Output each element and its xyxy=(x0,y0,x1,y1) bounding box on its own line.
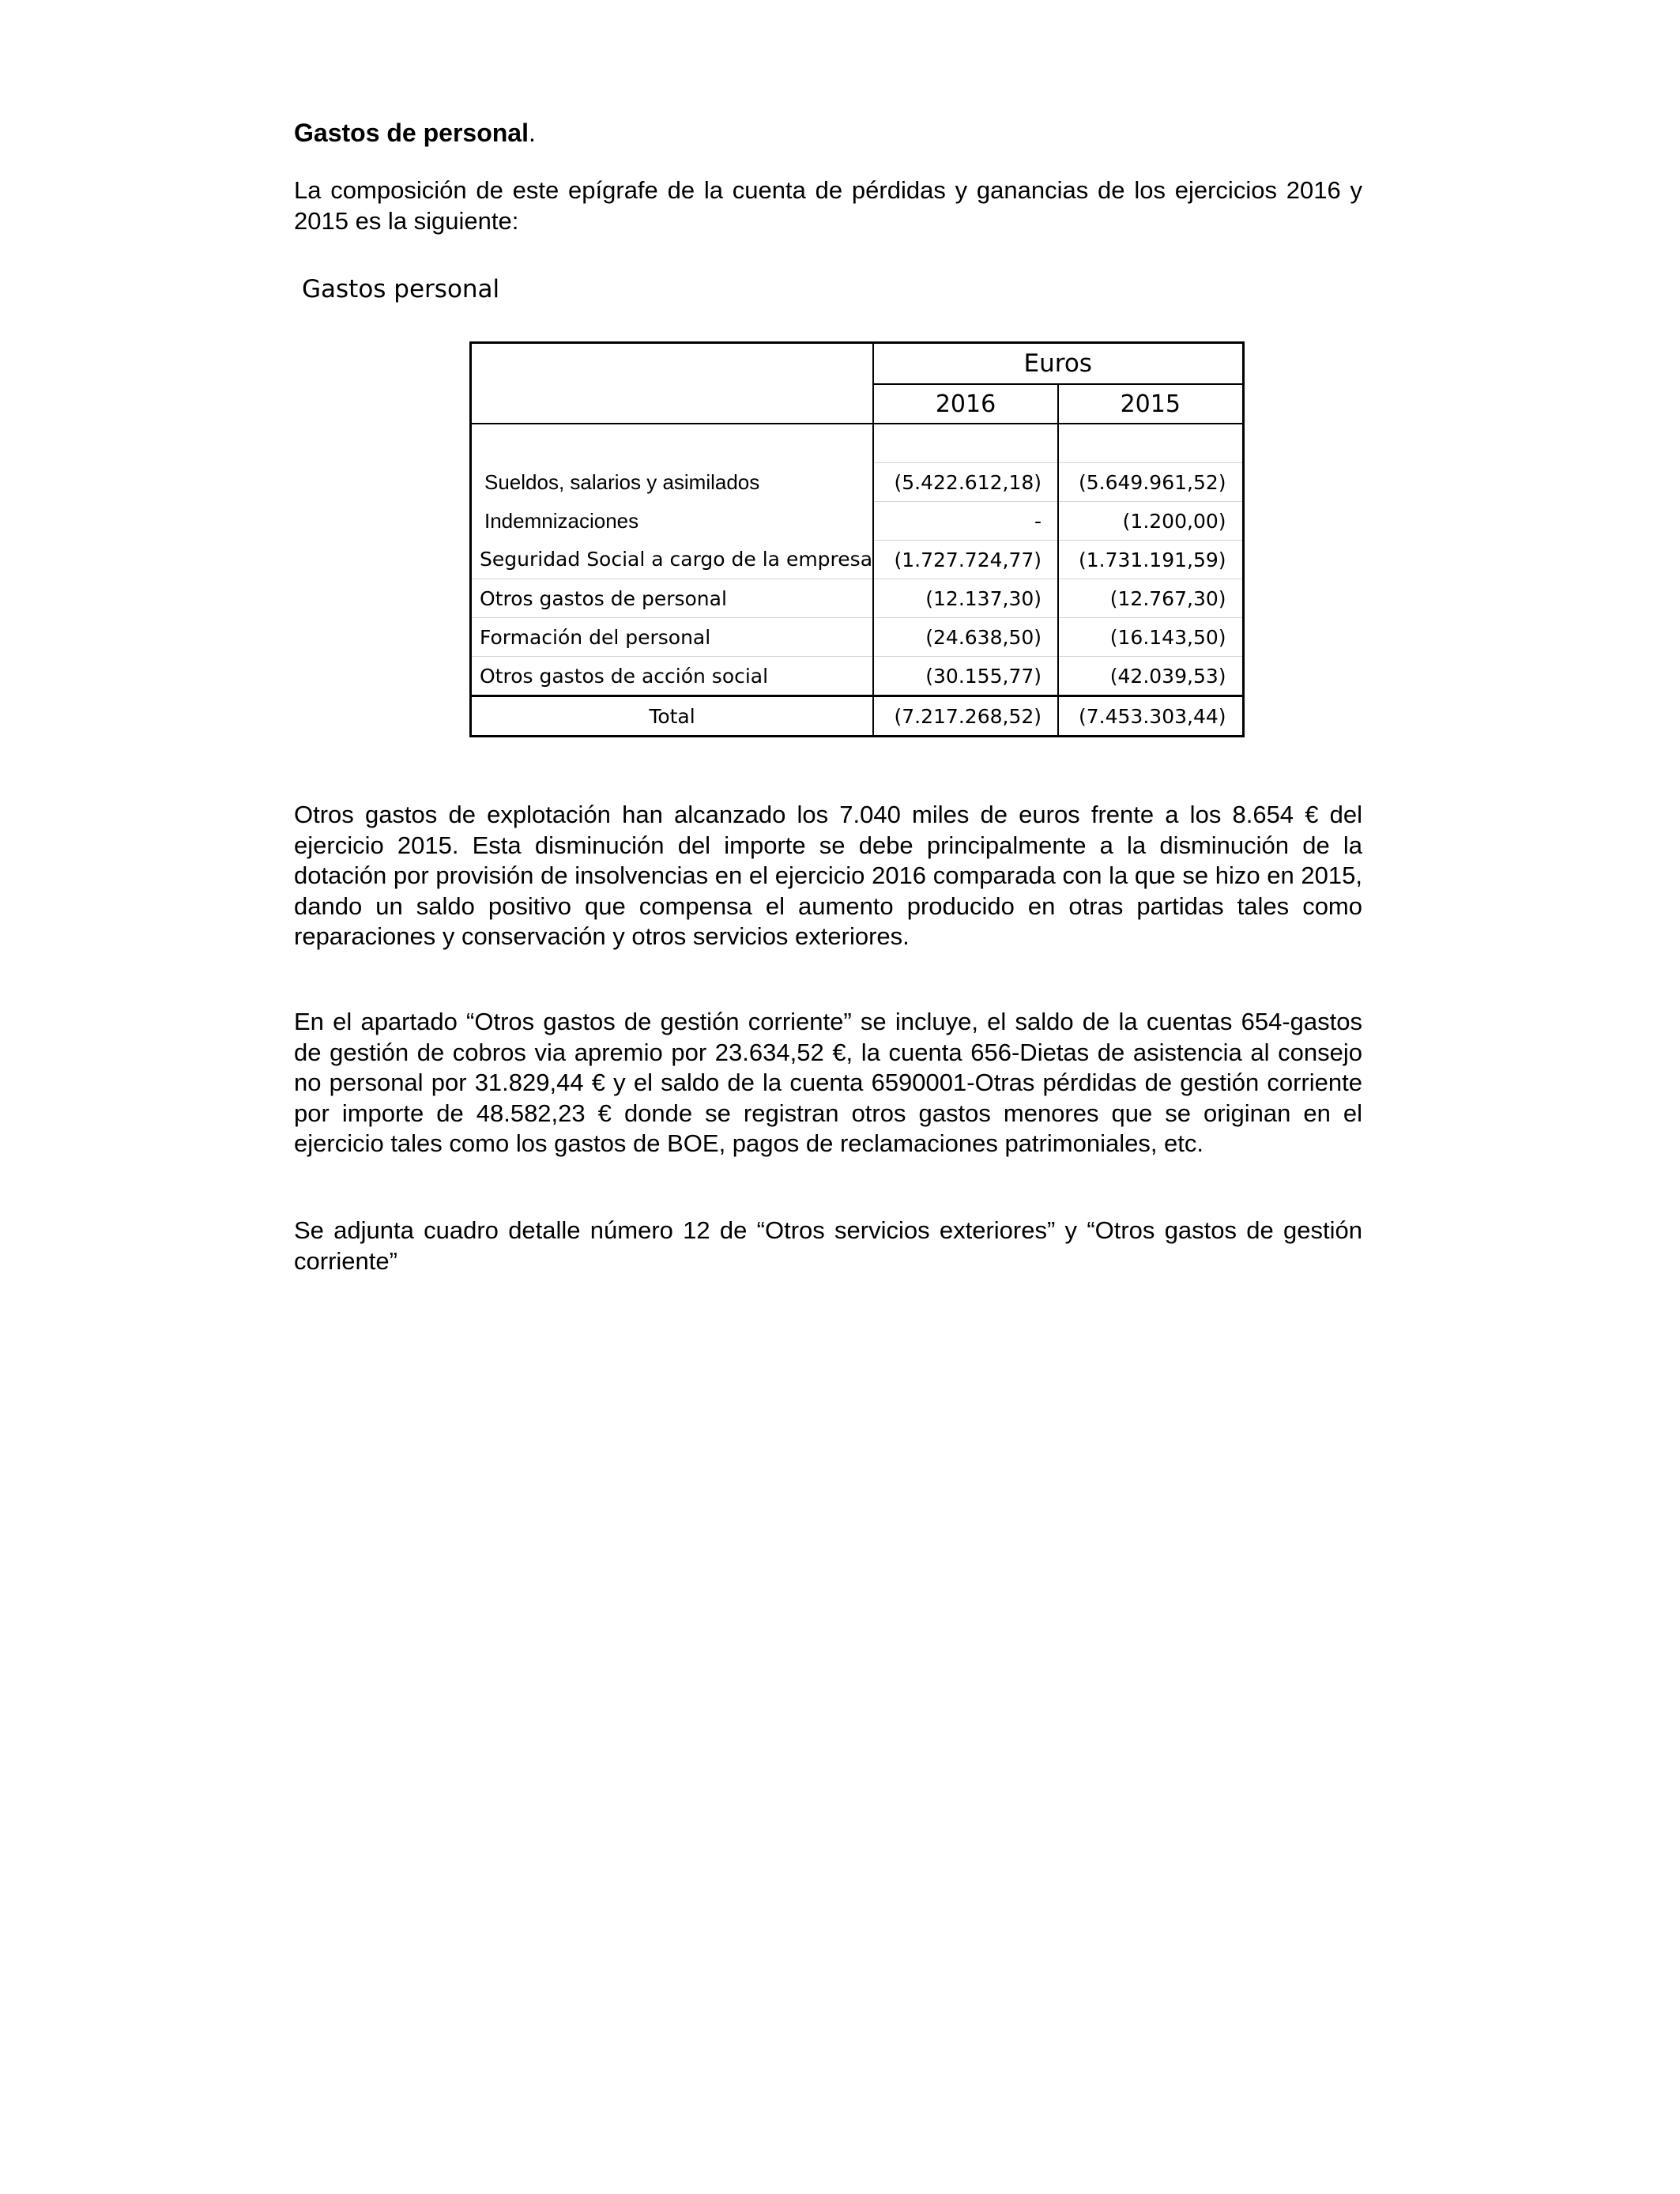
header-blank-cell xyxy=(471,343,874,424)
row-label: Seguridad Social a cargo de la empresa xyxy=(471,541,874,579)
row-value-2016: (1.727.724,77) xyxy=(873,541,1058,579)
personnel-expenses-table xyxy=(469,341,1245,737)
row-value-2016: (12.137,30) xyxy=(873,579,1058,618)
total-value-2016: (7.217.268,52) xyxy=(873,696,1058,737)
table-row xyxy=(471,541,1244,579)
table-title: Gastos personal xyxy=(302,275,500,303)
row-value-2015: (5.649.961,52) xyxy=(1058,463,1243,502)
row-value-2016: (30.155,77) xyxy=(873,657,1058,696)
table-header-row-currency xyxy=(471,343,1244,385)
gestion-corriente-paragraph: En el apartado “Otros gastos de gestión corriente” se incluye, el saldo de la cuentas 654-gastos de gestión de cobros via apremio por 23.634,52 €, la cuenta 656-Dietas de asistencia al consejo no personal por 31.829,44 € y el saldo de la cuenta 6590001-Otras pérdidas de gestión corriente por importe de 48.582,23 € donde se registran otros gastos menores que se originan en el ejercicio tales como los gastos de BOE, pagos de reclamaciones patrimoniales, etc. xyxy=(294,1008,1362,1157)
spacer-cell xyxy=(471,424,874,463)
row-label: Otros gastos de personal xyxy=(471,579,874,618)
row-value-2015: (16.143,50) xyxy=(1058,618,1243,657)
table-row xyxy=(471,463,1244,502)
year-header-2015: 2015 xyxy=(1058,384,1243,424)
row-value-2015: (1.731.191,59) xyxy=(1058,541,1243,579)
row-label: Sueldos, salarios y asimilados xyxy=(471,463,874,502)
table-total-row xyxy=(471,696,1244,737)
explotacion-paragraph: Otros gastos de explotación han alcanzado los 7.040 miles de euros frente a los 8.654 € del ejercicio 2015. Esta disminución del importe se debe principalmente a la disminución de la dotación por provisión de insolvencias en el ejercicio 2016 comparada con la que se hizo en 2015, dando un saldo positivo que compensa el aumento producido en otras partidas tales como reparaciones y conservación y otros servicios exteriores. xyxy=(294,801,1362,950)
row-value-2015: (12.767,30) xyxy=(1058,579,1243,618)
row-value-2015: (1.200,00) xyxy=(1058,502,1243,541)
section-heading xyxy=(294,117,536,149)
adjunta-paragraph: Se adjunta cuadro detalle número 12 de “Otros servicios exteriores” y “Otros gastos de gestión corriente” xyxy=(294,1216,1362,1275)
table-spacer-row xyxy=(471,424,1244,463)
row-value-2016: - xyxy=(873,502,1058,541)
row-label: Otros gastos de acción social xyxy=(471,657,874,696)
table-row xyxy=(471,657,1244,696)
year-header-2016: 2016 xyxy=(873,384,1058,424)
row-value-2016: (5.422.612,18) xyxy=(873,463,1058,502)
intro-paragraph: La composición de este epígrafe de la cuenta de pérdidas y ganancias de los ejercicios 2016 y 2015 es la siguiente: xyxy=(294,176,1362,235)
table-row xyxy=(471,618,1244,657)
table-row xyxy=(471,502,1244,541)
currency-header: Euros xyxy=(873,343,1243,385)
row-label: Indemnizaciones xyxy=(471,502,874,541)
row-value-2015: (42.039,53) xyxy=(1058,657,1243,696)
section-heading-title: Gastos de personal xyxy=(294,119,529,147)
total-label: Total xyxy=(471,696,874,737)
total-value-2015: (7.453.303,44) xyxy=(1058,696,1243,737)
spacer-cell xyxy=(873,424,1058,463)
section-heading-period: . xyxy=(528,119,536,147)
spacer-cell xyxy=(1058,424,1243,463)
row-value-2016: (24.638,50) xyxy=(873,618,1058,657)
row-label: Formación del personal xyxy=(471,618,874,657)
table-row xyxy=(471,579,1244,618)
